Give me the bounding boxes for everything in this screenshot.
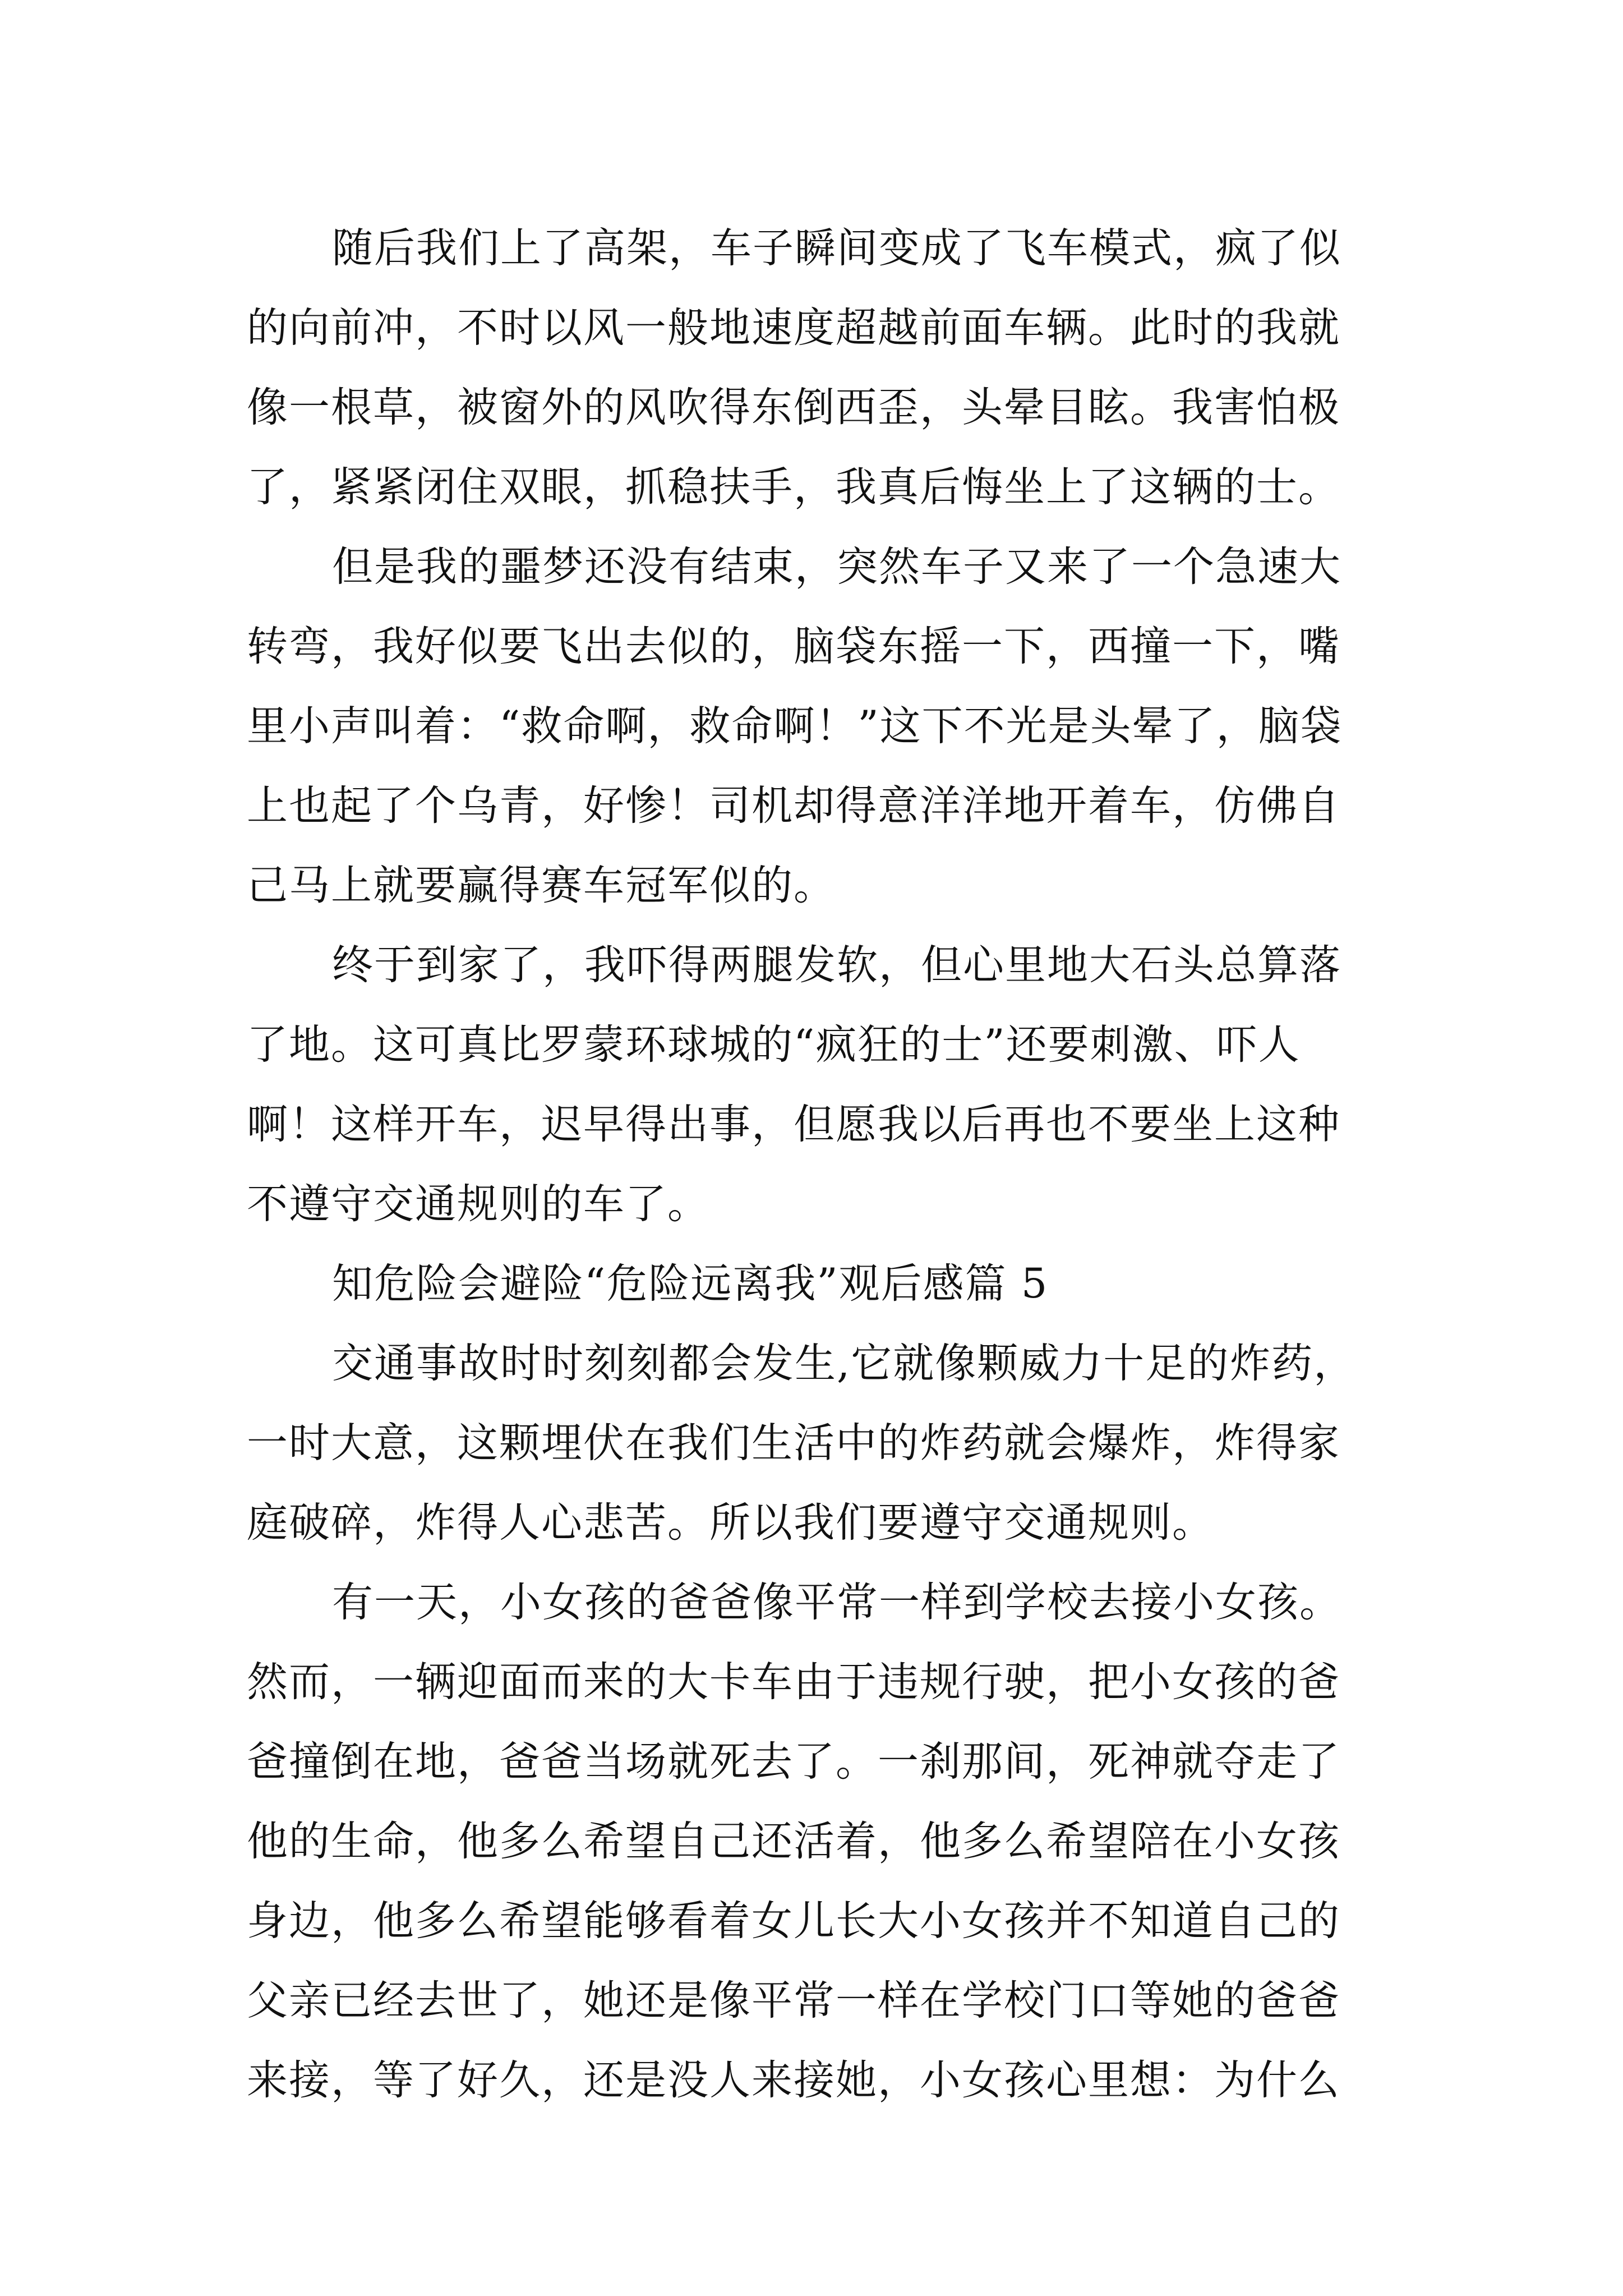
text-line: 像一根草，被窗外的风吹得东倒西歪，头晕目眩。我害怕极	[247, 384, 1340, 431]
body-text	[247, 209, 1391, 2120]
section-heading: 知危险会避险“危险远离我”观后感篇 5	[332, 1260, 1049, 1308]
text-line: 了，紧紧闭住双眼，抓稳扶手，我真后悔坐上了这辆的士。	[247, 463, 1340, 511]
text-line: 庭破碎，炸得人心悲苦。所以我们要遵守交通规则。	[247, 1499, 1214, 1547]
text-line: 啊！这样开车，迟早得出事，但愿我以后再也不要坐上这种	[247, 1101, 1340, 1148]
text-line: 己马上就要赢得赛车冠军似的。	[247, 862, 836, 909]
text-line: 转弯，我好似要飞出去似的，脑袋东摇一下，西撞一下，嘴	[247, 623, 1340, 670]
text-line: 不遵守交通规则的车了。	[247, 1180, 709, 1228]
text-line: 的向前冲，不时以风一般地速度超越前面车辆。此时的我就	[247, 304, 1340, 352]
text-line: 有一天，小女孩的爸爸像平常一样到学校去接小女孩。	[332, 1579, 1341, 1626]
text-line: 来接，等了好久，还是没人来接她，小女孩心里想：为什么	[247, 2056, 1340, 2104]
text-line: 父亲已经去世了，她还是像平常一样在学校门口等她的爸爸	[247, 1977, 1340, 2024]
text-line: 身边，他多么希望能够看着女儿长大小女孩并不知道自己的	[247, 1897, 1340, 1945]
text-line: 随后我们上了高架，车子瞬间变成了飞车模式，疯了似	[332, 224, 1341, 272]
text-line: 爸撞倒在地，爸爸当场就死去了。一刹那间，死神就夺走了	[247, 1738, 1340, 1786]
text-line: 他的生命，他多么希望自己还活着，他多么希望陪在小女孩	[247, 1818, 1340, 1865]
text-line: 上也起了个乌青，好惨！司机却得意洋洋地开着车，仿佛自	[247, 782, 1340, 830]
text-line: 一时大意，这颗埋伏在我们生活中的炸药就会爆炸，炸得家	[247, 1419, 1340, 1467]
text-line: 里小声叫着：“救命啊，救命啊！”这下不光是头晕了，脑袋	[247, 702, 1343, 750]
text-line: 了地。这可真比罗蒙环球城的“疯狂的士”还要刺激、吓人	[247, 1021, 1301, 1069]
text-line: 但是我的噩梦还没有结束，突然车子又来了一个急速大	[332, 543, 1341, 591]
text-line: 交通事故时时刻刻都会发生,它就像颗威力十足的炸药，	[332, 1340, 1356, 1387]
text-line: 然而，一辆迎面而来的大卡车由于违规行驶，把小女孩的爸	[247, 1658, 1340, 1706]
text-line: 终于到家了，我吓得两腿发软，但心里地大石头总算落	[332, 941, 1341, 989]
